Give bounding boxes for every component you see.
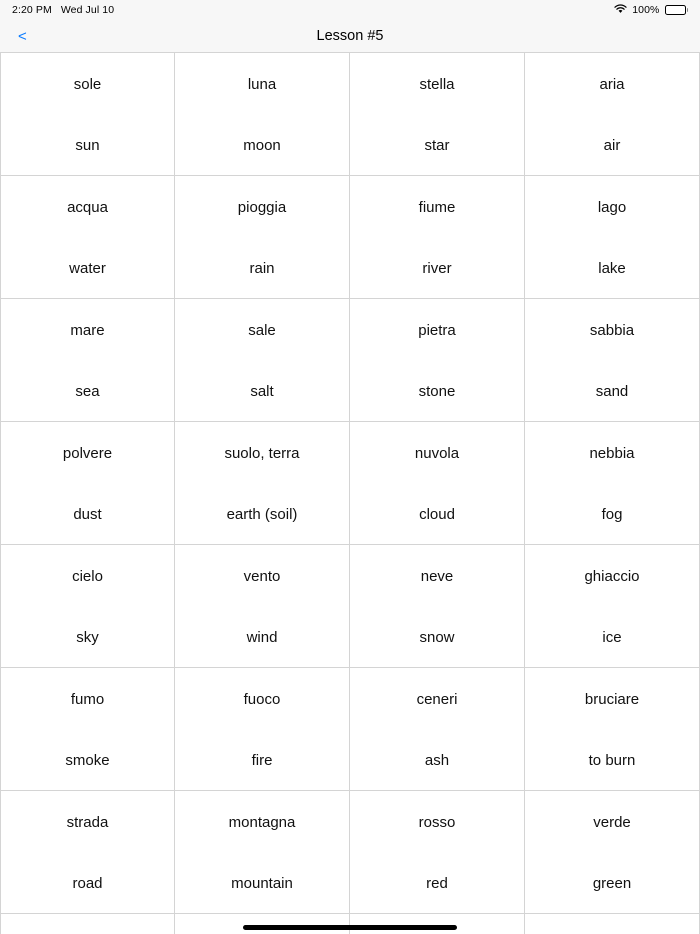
word-card[interactable] (175, 299, 350, 422)
word-card[interactable] (175, 791, 350, 914)
word-card[interactable] (350, 545, 525, 668)
word-term: fiume (418, 199, 456, 216)
status-bar (0, 0, 700, 20)
word-translation: red (426, 875, 448, 892)
word-card[interactable] (525, 545, 700, 668)
word-translation: air (603, 137, 621, 154)
word-card[interactable] (0, 668, 175, 791)
word-translation: road (72, 875, 103, 892)
word-translation: salt (250, 383, 274, 400)
word-card[interactable] (350, 299, 525, 422)
word-card[interactable] (525, 299, 700, 422)
word-translation: mountain (231, 875, 293, 892)
word-term: fuoco (243, 691, 281, 708)
word-card[interactable] (0, 422, 175, 545)
status-time: 2:20 PM (12, 4, 52, 16)
word-term: montagna (228, 814, 296, 831)
word-translation: lake (598, 260, 626, 277)
word-card[interactable] (525, 914, 700, 934)
word-card[interactable] (350, 422, 525, 545)
back-button[interactable] (12, 20, 33, 52)
table-row (0, 545, 700, 668)
word-term: vento (243, 568, 281, 585)
word-translation: river (422, 260, 452, 277)
word-term: ceneri (416, 691, 458, 708)
word-term: stella (419, 76, 455, 93)
word-translation: fire (251, 752, 273, 769)
word-translation: ash (424, 752, 450, 769)
word-card[interactable] (350, 791, 525, 914)
word-translation: snow (419, 629, 455, 646)
word-card[interactable] (350, 176, 525, 299)
word-card[interactable] (525, 53, 700, 176)
word-term: luna (247, 76, 277, 93)
word-card[interactable] (525, 668, 700, 791)
wifi-icon (614, 1, 627, 19)
table-row (0, 422, 700, 545)
word-term: verde (593, 814, 631, 831)
table-row (0, 668, 700, 791)
word-term: aria (599, 76, 625, 93)
battery-full-icon (665, 5, 689, 15)
nav-bar (0, 20, 700, 52)
table-row (0, 791, 700, 914)
word-term: bruciare (584, 691, 640, 708)
word-term: pioggia (237, 199, 287, 216)
word-card[interactable] (0, 53, 175, 176)
word-term: suolo, terra (224, 445, 300, 462)
table-row (0, 299, 700, 422)
word-card[interactable] (175, 668, 350, 791)
word-term: nebbia (589, 445, 635, 462)
word-term: sale (248, 322, 276, 339)
word-term: sabbia (589, 322, 635, 339)
word-term: rosso (418, 814, 456, 831)
word-translation: stone (418, 383, 456, 400)
word-translation: cloud (419, 506, 455, 523)
word-translation: smoke (65, 752, 110, 769)
chevron-left-icon: < (18, 27, 27, 45)
word-term: cielo (72, 568, 103, 585)
word-translation: dust (73, 506, 102, 523)
battery-percent-label: 100% (632, 4, 660, 16)
word-term: ghiaccio (584, 568, 640, 585)
word-term: neve (420, 568, 454, 585)
word-card[interactable] (350, 668, 525, 791)
word-translation: ice (602, 629, 622, 646)
table-row (0, 176, 700, 299)
word-card[interactable] (525, 422, 700, 545)
word-term: sole (73, 76, 102, 93)
word-card[interactable] (0, 176, 175, 299)
word-translation: rain (249, 260, 275, 277)
word-term: polvere (62, 445, 113, 462)
word-term: strada (66, 814, 109, 831)
word-translation: sun (75, 137, 100, 154)
word-term: fumo (70, 691, 105, 708)
word-translation: wind (246, 629, 278, 646)
word-card[interactable] (525, 176, 700, 299)
table-row (0, 53, 700, 176)
word-translation: green (592, 875, 632, 892)
word-translation: water (69, 260, 106, 277)
word-card[interactable] (175, 914, 350, 934)
word-card[interactable] (175, 176, 350, 299)
word-translation: star (424, 137, 450, 154)
status-bar-left (12, 4, 114, 16)
word-card[interactable] (175, 53, 350, 176)
word-card[interactable] (175, 545, 350, 668)
word-translation: earth (soil) (226, 506, 298, 523)
word-translation: fog (601, 506, 623, 523)
word-card[interactable] (0, 914, 175, 934)
page-title: Lesson #5 (316, 28, 384, 44)
word-term: mare (70, 322, 105, 339)
word-card[interactable] (0, 791, 175, 914)
home-indicator (243, 925, 457, 930)
status-date: Wed Jul 10 (60, 4, 115, 16)
vocabulary-table[interactable] (0, 52, 700, 934)
word-term: acqua (67, 199, 108, 216)
word-translation: to burn (588, 752, 636, 769)
word-card[interactable] (525, 791, 700, 914)
word-translation: sea (75, 383, 100, 400)
word-card[interactable] (175, 422, 350, 545)
word-card[interactable] (0, 299, 175, 422)
word-translation: sand (595, 383, 629, 400)
table-row (0, 914, 700, 934)
word-term: lago (597, 199, 627, 216)
word-card[interactable] (350, 53, 525, 176)
word-card[interactable] (350, 914, 525, 934)
word-card[interactable] (0, 545, 175, 668)
word-term: nuvola (414, 445, 460, 462)
status-bar-right (614, 1, 688, 19)
word-term: pietra (418, 322, 456, 339)
word-translation: moon (243, 137, 281, 154)
word-translation: sky (76, 629, 99, 646)
